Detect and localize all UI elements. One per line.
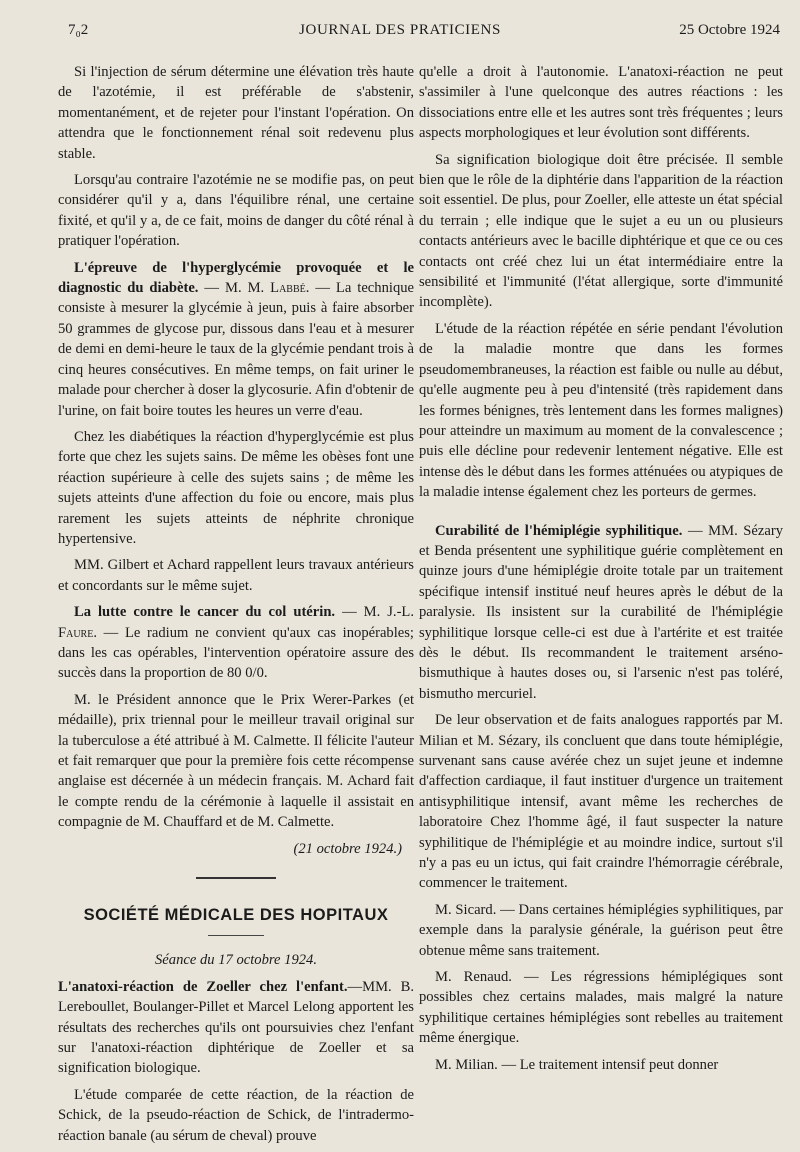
paragraph — [58, 602, 414, 684]
article-title: L'anatoxi-réaction de Zoeller chez l'enfant. — [58, 978, 348, 995]
journal-title: JOURNAL DES PRATICIENS — [299, 22, 501, 38]
session-date: Séance du 17 octobre 1924. — [155, 952, 317, 969]
report-date: (21 octobre 1924.) — [293, 840, 402, 857]
issue-date: 25 Octobre 1924 — [679, 22, 780, 38]
paragraph — [419, 521, 783, 705]
section-title: SOCIÉTÉ MÉDICALE DES HOPITAUX — [83, 906, 389, 925]
right-column — [419, 62, 783, 1081]
paragraph — [58, 258, 414, 421]
paragraph: Si l'injection de sérum détermine une élévation très haute de l'azotémie, il est préférable de s'abstenir, momentanément, et de rejeter pour l'instant l'opération. On attendra que le fonctionnement rénal soit redevenu plus stable. — [58, 64, 414, 162]
article-title: L'épreuve de l'hyperglycémie provoquée et le diagnostic du diabète. — [58, 259, 414, 297]
page-header — [0, 22, 800, 48]
article-title: La lutte contre le cancer du col utérin. — [74, 604, 336, 621]
paragraph: M. Sicard. — Dans certaines hémiplégies syphilitiques, par exemple dans la paralysie générale, la guérison peut être obtenue même sans traitement. — [419, 901, 783, 959]
section-divider — [196, 877, 276, 879]
paragraph: L'étude de la réaction répétée en série pendant l'évolution de la maladie montre que dans les formes pseudomembraneuses, la réaction est faible ou nulle au début, qu'elle augmente peu à peu d'intensité (très rapidement dans les formes bénignes, très lentement dans les formes malignes) pour atteindre un maximum au moment de la convalescence ; puis elle décline pour redevenir lentement négative. Elle est intense dès le début dans les formes atténuées ou atypiques de la maladie intense également chez les porteurs de germes. — [419, 320, 783, 501]
paragraph — [58, 977, 414, 1079]
title-divider — [208, 935, 264, 936]
left-column — [58, 62, 414, 1152]
article-title: Curabilité de l'hémiplégie syphilitique. — [435, 522, 683, 539]
article-text: — La technique consiste à mesurer la glycémie à jeun, puis à faire absorber 50 grammes de glycose pur, dissous dans l'eau et à mesurer de demi en demi-heure le taux de la glycémie pendant trois à cinq heures consécutives. En même temps, on fait uriner le malade pour chercher à doser la glycosurie. Afin d'obtenir de l'urine, on fait boire toutes les heures un verre d'eau. — [58, 280, 415, 419]
spacer — [419, 509, 783, 521]
paragraph: qu'elle a droit à l'autonomie. L'anatoxi-réaction ne peut s'assimiler à l'une quelconque des autres réactions : les dissociations entre elle et les autres sont très fréquentes ; leurs aspects morphologiques et leur évolution sont différents. — [419, 64, 783, 142]
article-text: —MM. B. Lereboullet, Boulanger-Pillet et Marcel Lelong apportent les résultats des recherches qu'ils ont poursuivies chez l'enfant sur l'anatoxi-réaction diphtérique de Zoeller et sa signification biologique. — [58, 978, 415, 1077]
article-author: — M. J.-L. Faure. — [58, 604, 414, 641]
paragraph: MM. Gilbert et Achard rappellent leurs travaux antérieurs et concordants sur le même sujet. — [58, 557, 414, 594]
page-number: 7₀2 — [68, 22, 89, 38]
paragraph: Lorsqu'au contraire l'azotémie ne se modifie pas, on peut considérer qu'il y a, dans l'équilibre rénal, une certaine fixité, et qu'il y a, de ce fait, moins de danger du côté rénal à pratiquer l'opération. — [58, 172, 414, 250]
paragraph: De leur observation et de faits analogues rapportés par M. Milian et M. Sézary, ils concluent que dans toute hémiplégie, survenant sans cause avérée chez un sujet jeune et indemne d'affection cardiaque, il faut instituer d'urgence un traitement antisyphilitique intensif, avant même les recherches de laboratoire Chez l'homme âgé, il faut suspecter la nature syphilitique de l'hémiplégie et au moindre indice, surtout s'il n'y a pas eu un ictus, qui fait craindre l'hémorragie cérébrale, commencer le traitement. — [419, 712, 783, 892]
paragraph: Chez les diabétiques la réaction d'hyperglycémie est plus forte que chez les sujets sains. De même les obèses font une réaction supérieure à celle des sujets sains ; de même les sujets atteints d'une affection du foie ou encore, mais plus rarement les sujets atteints de néphrite chronique hypertensive. — [58, 428, 414, 547]
paragraph: M. Renaud. — Les régressions hémiplégiques sont possibles chez certains malades, mais malgré la nature syphilitique certaines hémiplégies sont rebelles au traitement même énergique. — [419, 969, 783, 1047]
paragraph: M. Milian. — Le traitement intensif peut donner — [435, 1056, 719, 1073]
paragraph: Sa signification biologique doit être précisée. Il semble bien que le rôle de la diphtérie dans l'apparition de la réaction soit essentiel. De plus, pour Zoeller, elle atteste un état spécial du terrain ; elle indique que le sujet a eu un ou plusieurs contacts antérieurs avec le bacille diphtérique et que ce ou ces contacts ont créé chez lui un état intermédiaire entre la sensibilité et l'immunité (l'état allergique, sorte d'immunité incomplète). — [419, 151, 783, 311]
article-text: — Le radium ne convient qu'aux cas inopérables; dans les cas opérables, l'intervention opératoire assure des succès dans la proportion de 80 0/0. — [58, 624, 414, 682]
article-text: — MM. Sézary et Benda présentent une syphilitique guérie complètement en quinze jours d'une hémiplégie droite totale par un traitement spécifique intensif institué neuf heures après le début de la paralysie. Ils insistent sur la curabilité de l'hémiplégie syphilitique lorsque celle-ci est due à l'artérite et est traitée dès le début. Ils recommandent le traitement arséno-bismuthique à hautes doses ou, si l'arsenic n'est pas toléré, bismutho mercuriel. — [419, 522, 783, 702]
article-author: — M. M. Labbé. — [198, 280, 310, 297]
paragraph: L'étude comparée de cette réaction, de la réaction de Schick, de la pseudo-réaction de Schick, de l'intradermo-réaction banale (au sérum de cheval) prouve — [58, 1086, 414, 1144]
paragraph: M. le Président annonce que le Prix Werer-Parkes (et médaille), prix triennal pour le meilleur travail original sur la tuberculose a été attribué à M. Calmette. Il félicite l'auteur et fait remarquer que pour la première fois cette récompense anglaise est décernée à un médecin français. M. Achard fait le compte rendu de la cérémonie à laquelle il assistait en compagnie de M. Chauffard et de M. Calmette. — [58, 691, 414, 831]
